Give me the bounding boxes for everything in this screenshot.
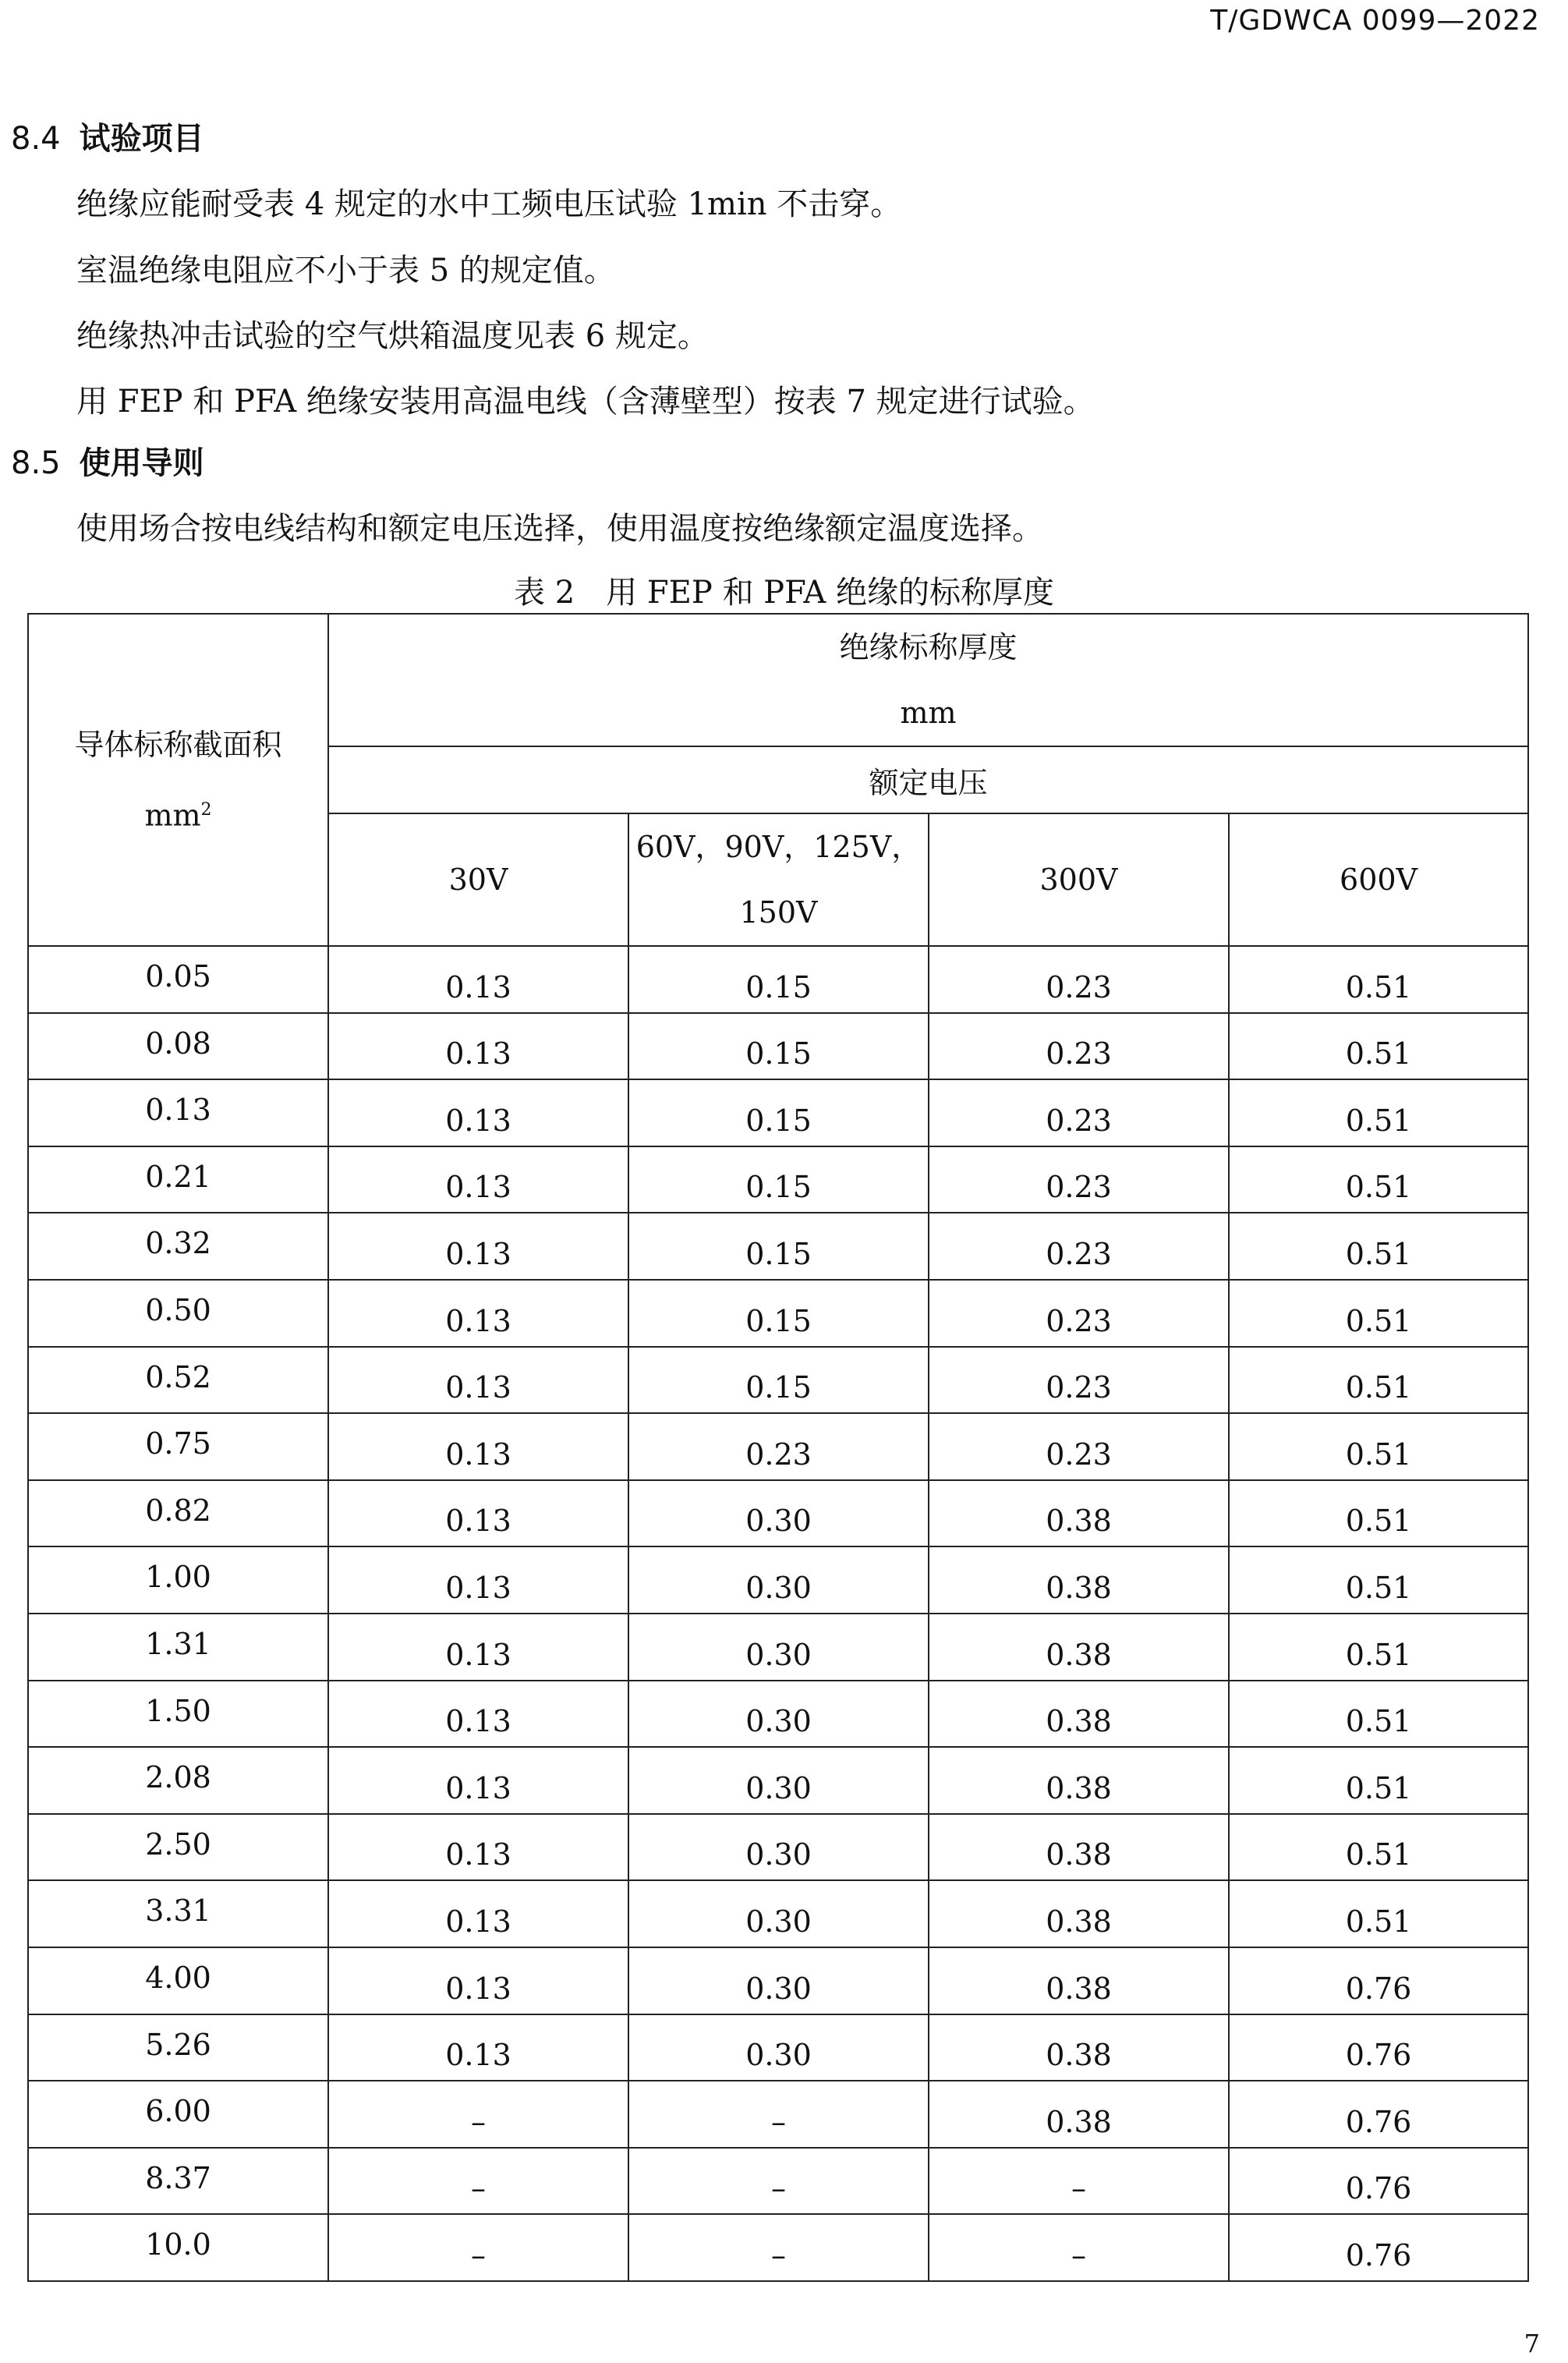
- header-line: 60V，90V，125V，: [635, 830, 922, 864]
- thickness-cell: 0.13: [328, 1614, 628, 1681]
- paragraph: 使用场合按电线结构和额定电压选择，使用温度按绝缘额定温度选择。: [76, 511, 1043, 547]
- thickness-cell: 0.38: [929, 2014, 1229, 2081]
- table-row: [28, 1747, 1528, 1814]
- thickness-cell: 0.13: [328, 1814, 628, 1881]
- conductor-size-cell: 0.05: [28, 946, 328, 1013]
- thickness-cell: 0.30: [628, 1614, 929, 1681]
- thickness-cell: –: [929, 2148, 1229, 2215]
- thickness-cell: 0.13: [328, 1213, 628, 1280]
- thickness-cell: 0.51: [1229, 1280, 1528, 1347]
- conductor-size-cell: 1.00: [28, 1546, 328, 1614]
- table-row: [28, 1814, 1528, 1881]
- thickness-cell: 0.51: [1229, 1681, 1528, 1748]
- thickness-cell: –: [328, 2081, 628, 2148]
- thickness-cell: 0.23: [929, 1413, 1229, 1480]
- header-line: 150V: [739, 895, 818, 930]
- thickness-cell: 0.15: [628, 1146, 929, 1213]
- thickness-cell: 0.38: [929, 1947, 1229, 2014]
- thickness-cell: 0.13: [328, 2014, 628, 2081]
- table-row: [28, 2014, 1528, 2081]
- voltage-col-60v-150v: [628, 813, 929, 946]
- table-row: [28, 2081, 1528, 2148]
- thickness-cell: 0.13: [328, 1013, 628, 1080]
- thickness-cell: 0.51: [1229, 1747, 1528, 1814]
- conductor-size-cell: 2.50: [28, 1814, 328, 1881]
- thickness-cell: 0.15: [628, 1013, 929, 1080]
- table-row: [28, 1614, 1528, 1681]
- conductor-size-cell: 5.26: [28, 2014, 328, 2081]
- thickness-cell: 0.13: [328, 1413, 628, 1480]
- thickness-cell: 0.13: [328, 1480, 628, 1547]
- thickness-cell: 0.13: [328, 1079, 628, 1146]
- table-row: [28, 1480, 1528, 1547]
- thickness-cell: 0.30: [628, 1814, 929, 1881]
- thickness-cell: 0.51: [1229, 1213, 1528, 1280]
- thickness-cell: –: [328, 2148, 628, 2215]
- thickness-cell: 0.51: [1229, 1013, 1528, 1080]
- section-title: 试验项目: [79, 121, 204, 157]
- section-number: 8.4: [11, 121, 61, 157]
- thickness-cell: 0.15: [628, 1280, 929, 1347]
- thickness-cell: 0.51: [1229, 1814, 1528, 1881]
- thickness-cell: –: [628, 2081, 929, 2148]
- table-row: [28, 1880, 1528, 1947]
- conductor-size-cell: 4.00: [28, 1947, 328, 2014]
- thickness-cell: 0.30: [628, 1681, 929, 1748]
- thickness-cell: 0.51: [1229, 1546, 1528, 1614]
- table-row: [28, 1347, 1528, 1414]
- conductor-size-cell: 10.0: [28, 2214, 328, 2281]
- thickness-cell: 0.51: [1229, 1480, 1528, 1547]
- conductor-size-cell: 0.82: [28, 1480, 328, 1547]
- thickness-cell: 0.51: [1229, 1880, 1528, 1947]
- thickness-cell: 0.23: [929, 946, 1229, 1013]
- thickness-cell: 0.51: [1229, 946, 1528, 1013]
- insulation-thickness-table: [27, 613, 1529, 2282]
- thickness-cell: 0.15: [628, 1079, 929, 1146]
- paragraph: 用 FEP 和 PFA 绝缘安装用高温电线（含薄壁型）按表 7 规定进行试验。: [76, 384, 1095, 420]
- voltage-col-30v: 30V: [328, 813, 628, 946]
- thickness-cell: 0.23: [929, 1013, 1229, 1080]
- thickness-cell: 0.38: [929, 2081, 1229, 2148]
- thickness-cell: 0.15: [628, 1347, 929, 1414]
- thickness-cell: 0.30: [628, 1947, 929, 2014]
- thickness-cell: 0.13: [328, 1880, 628, 1947]
- table-row: [28, 2148, 1528, 2215]
- document-code: T/GDWCA 0099—2022: [1210, 5, 1540, 37]
- table-row: [28, 1681, 1528, 1748]
- paragraph: 绝缘应能耐受表 4 规定的水中工频电压试验 1min 不击穿。: [76, 186, 902, 222]
- thickness-cell: 0.13: [328, 1747, 628, 1814]
- table-row: [28, 2214, 1528, 2281]
- thickness-cell: 0.38: [929, 1681, 1229, 1748]
- thickness-cell: 0.23: [929, 1213, 1229, 1280]
- thickness-cell: 0.30: [628, 1546, 929, 1614]
- thickness-cell: 0.13: [328, 1681, 628, 1748]
- thickness-cell: 0.51: [1229, 1079, 1528, 1146]
- conductor-size-cell: 6.00: [28, 2081, 328, 2148]
- voltage-col-300v: 300V: [929, 813, 1229, 946]
- thickness-cell: 0.13: [328, 1280, 628, 1347]
- conductor-size-cell: 0.52: [28, 1347, 328, 1414]
- conductor-size-header: [28, 614, 328, 946]
- table-row: [28, 1013, 1528, 1080]
- thickness-cell: 0.23: [929, 1280, 1229, 1347]
- table-caption-title: 用 FEP 和 PFA 绝缘的标称厚度: [606, 575, 1054, 611]
- thickness-cell: 0.51: [1229, 1146, 1528, 1213]
- thickness-cell: 0.51: [1229, 1413, 1528, 1480]
- thickness-cell: 0.51: [1229, 1614, 1528, 1681]
- conductor-size-cell: 1.50: [28, 1681, 328, 1748]
- thickness-cell: 0.76: [1229, 2148, 1528, 2215]
- conductor-size-cell: 0.75: [28, 1413, 328, 1480]
- rated-voltage-header: 额定电压: [328, 746, 1528, 813]
- thickness-cell: 0.76: [1229, 2214, 1528, 2281]
- table-row: [28, 1413, 1528, 1480]
- thickness-cell: 0.13: [328, 1947, 628, 2014]
- conductor-size-cell: 0.32: [28, 1213, 328, 1280]
- thickness-cell: 0.13: [328, 1146, 628, 1213]
- header-label: 导体标称截面积: [74, 727, 282, 762]
- section-title: 使用导则: [79, 445, 204, 481]
- thickness-cell: 0.30: [628, 1880, 929, 1947]
- conductor-size-cell: 0.13: [28, 1079, 328, 1146]
- thickness-cell: 0.23: [929, 1079, 1229, 1146]
- thickness-cell: 0.23: [929, 1146, 1229, 1213]
- conductor-size-cell: 0.21: [28, 1146, 328, 1213]
- thickness-cell: 0.76: [1229, 2014, 1528, 2081]
- table-row: [28, 1280, 1528, 1347]
- thickness-cell: 0.30: [628, 1480, 929, 1547]
- thickness-cell: 0.38: [929, 1480, 1229, 1547]
- thickness-cell: –: [628, 2148, 929, 2215]
- header-label: 绝缘标称厚度: [839, 630, 1018, 664]
- thickness-cell: 0.23: [628, 1413, 929, 1480]
- thickness-cell: 0.76: [1229, 2081, 1528, 2148]
- conductor-size-cell: 0.08: [28, 1013, 328, 1080]
- thickness-cell: 0.76: [1229, 1947, 1528, 2014]
- paragraph: 室温绝缘电阻应不小于表 5 的规定值。: [76, 253, 615, 289]
- conductor-size-cell: 0.50: [28, 1280, 328, 1347]
- thickness-cell: 0.38: [929, 1814, 1229, 1881]
- thickness-cell: 0.23: [929, 1347, 1229, 1414]
- thickness-cell: 0.13: [328, 1546, 628, 1614]
- thickness-cell: 0.38: [929, 1614, 1229, 1681]
- thickness-cell: 0.13: [328, 946, 628, 1013]
- thickness-cell: 0.30: [628, 1747, 929, 1814]
- thickness-cell: 0.15: [628, 946, 929, 1013]
- thickness-cell: –: [328, 2214, 628, 2281]
- table-header-row: [28, 614, 1528, 746]
- table-row: [28, 1146, 1528, 1213]
- section-heading-8-4: [11, 114, 204, 158]
- paragraph: 绝缘热冲击试验的空气烘箱温度见表 6 规定。: [76, 318, 709, 354]
- conductor-size-cell: 8.37: [28, 2148, 328, 2215]
- table-row: [28, 1079, 1528, 1146]
- table-caption-number: 表 2: [514, 575, 575, 611]
- thickness-cell: 0.38: [929, 1747, 1229, 1814]
- header-unit: mm: [900, 696, 957, 730]
- section-heading-8-5: [11, 438, 204, 483]
- conductor-size-cell: 1.31: [28, 1614, 328, 1681]
- conductor-size-cell: 2.08: [28, 1747, 328, 1814]
- table-row: [28, 1546, 1528, 1614]
- conductor-size-cell: 3.31: [28, 1880, 328, 1947]
- thickness-cell: 0.30: [628, 2014, 929, 2081]
- table-row: [28, 1213, 1528, 1280]
- voltage-col-600v: 600V: [1229, 813, 1528, 946]
- thickness-cell: –: [628, 2214, 929, 2281]
- thickness-cell: 0.15: [628, 1213, 929, 1280]
- thickness-cell: 0.38: [929, 1546, 1229, 1614]
- thickness-cell: 0.13: [328, 1347, 628, 1414]
- insulation-thickness-header: [328, 614, 1528, 746]
- section-number: 8.5: [11, 445, 61, 481]
- table-row: [28, 946, 1528, 1013]
- table-row: [28, 1947, 1528, 2014]
- thickness-cell: 0.51: [1229, 1347, 1528, 1414]
- header-unit: $mm^2$: [144, 798, 212, 833]
- thickness-cell: –: [929, 2214, 1229, 2281]
- table-caption: [0, 568, 1568, 612]
- thickness-cell: 0.38: [929, 1880, 1229, 1947]
- page-number: 7: [1524, 2329, 1540, 2358]
